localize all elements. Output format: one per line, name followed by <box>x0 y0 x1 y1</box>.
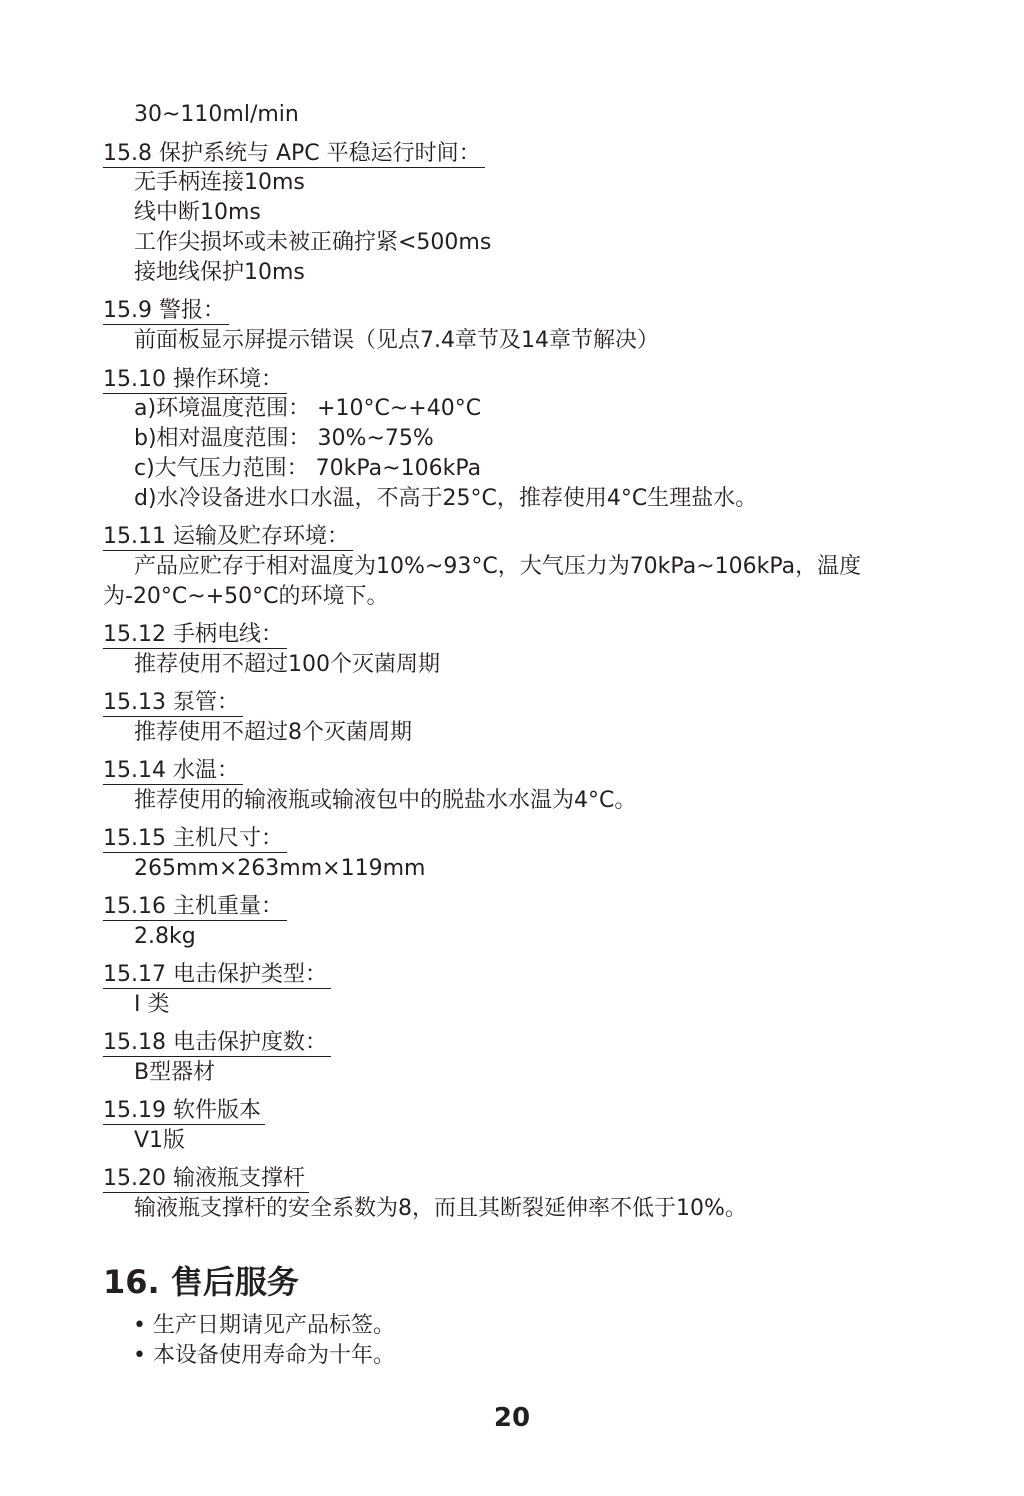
list-item: c)大气压力范围： 70kPa~106kPa <box>134 456 482 481</box>
list-item: 无手柄连接10ms <box>134 170 305 195</box>
heading-15-11: 15.11 运输及贮存环境： <box>103 524 353 551</box>
list-item: 工作尖损坏或未被正确拧紧<500ms <box>134 230 492 255</box>
heading-15-18: 15.18 电击保护度数： <box>103 1030 331 1057</box>
list-item: 输液瓶支撑杆的安全系数为8，而且其断裂延伸率不低于10%。 <box>134 1196 747 1221</box>
list-item: 推荐使用不超过100个灭菌周期 <box>134 652 440 677</box>
list-item: B型器材 <box>134 1060 216 1085</box>
heading-15-13: 15.13 泵管： <box>103 690 243 717</box>
heading-15-8: 15.8 保护系统与 APC 平稳运行时间： <box>103 141 485 168</box>
storage-paragraph: 产品应贮存于相对温度为10%~93°C，大气压力为70kPa~106kPa，温度为-20°C~+50°C的环境下。 <box>103 554 862 609</box>
list-item: 265mm×263mm×119mm <box>134 856 426 881</box>
heading-15-19: 15.19 软件版本 <box>103 1098 265 1125</box>
list-item: V1版 <box>134 1128 186 1153</box>
flow-rate-text: 30~110ml/min <box>134 102 299 127</box>
heading-15-20: 15.20 输液瓶支撑杆 <box>103 1166 309 1193</box>
page-number: 20 <box>493 1403 531 1433</box>
heading-15-15: 15.15 主机尺寸： <box>103 826 287 853</box>
list-item: 接地线保护10ms <box>134 260 305 285</box>
list-item: I 类 <box>134 992 170 1017</box>
section-title-after-sales: 16. 售后服务 <box>103 1263 299 1301</box>
list-item: 线中断10ms <box>134 200 261 225</box>
list-item: d)水冷设备进水口水温，不高于25°C，推荐使用4°C生理盐水。 <box>134 486 758 511</box>
heading-15-16: 15.16 主机重量： <box>103 894 287 921</box>
list-item: 2.8kg <box>134 924 196 949</box>
list-item: b)相对温度范围： 30%~75% <box>134 426 434 451</box>
bullet-item: • 本设备使用寿命为十年。 <box>133 1343 395 1368</box>
heading-15-17: 15.17 电击保护类型： <box>103 962 331 989</box>
list-item: 推荐使用不超过8个灭菌周期 <box>134 720 412 745</box>
heading-15-9: 15.9 警报： <box>103 298 229 325</box>
list-item: 前面板显示屏提示错误（见点7.4章节及14章节解决） <box>134 328 659 353</box>
heading-15-14: 15.14 水温： <box>103 758 243 785</box>
heading-15-12: 15.12 手柄电线： <box>103 622 287 649</box>
bullet-item: • 生产日期请见产品标签。 <box>133 1313 395 1338</box>
list-item: a)环境温度范围： +10°C~+40°C <box>134 396 482 421</box>
heading-15-10: 15.10 操作环境： <box>103 367 287 394</box>
list-item: 推荐使用的输液瓶或输液包中的脱盐水水温为4°C。 <box>134 788 637 813</box>
